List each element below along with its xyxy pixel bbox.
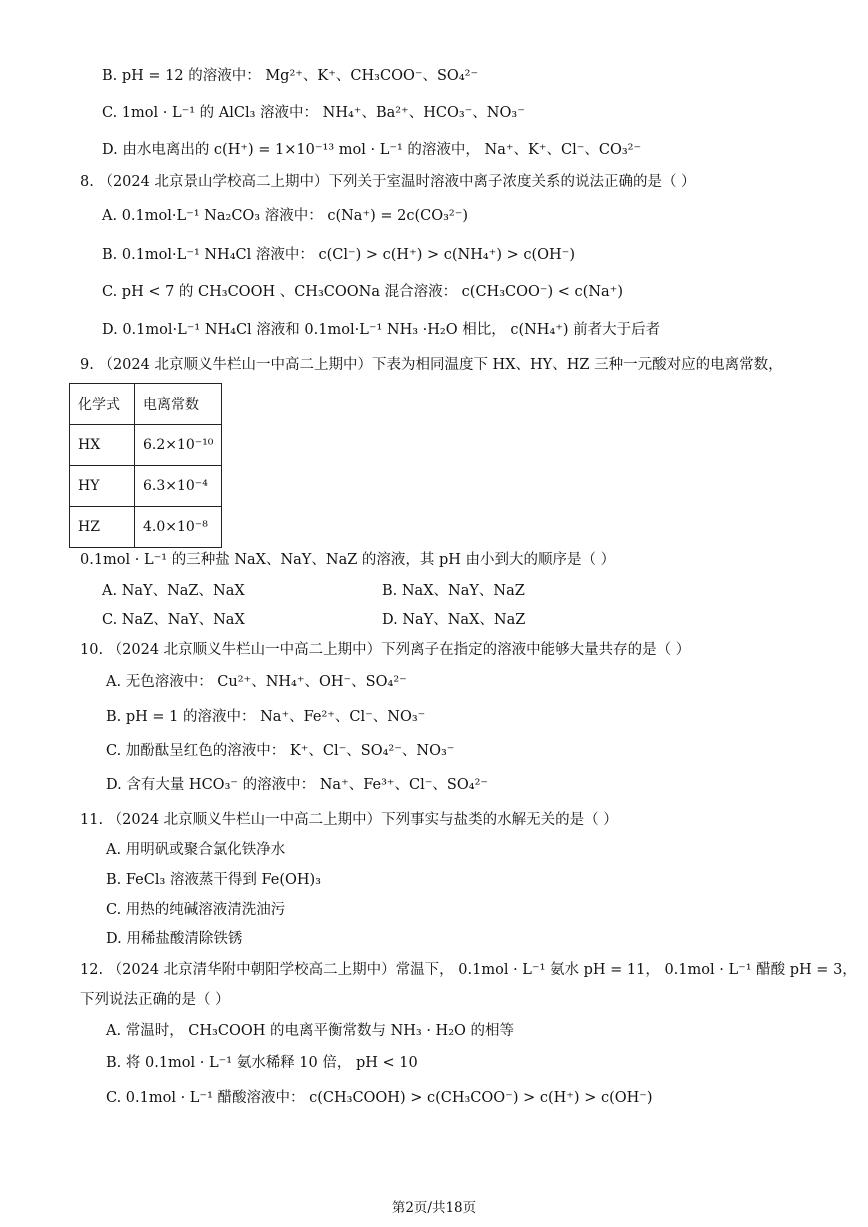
- question-12-option-c: C. 0.1mol · L⁻¹ 醋酸溶液中： c(CH₃COOH) > c(CH₃COO⁻) > c(H⁺) > c(OH⁻): [106, 1090, 653, 1106]
- question-9-stem: 9. （2024 北京顺义牛栏山一中高二上期中）下表为相同温度下 HX、HY、HZ 三种一元酸对应的电离常数，: [80, 357, 783, 373]
- question-9-option-c: C. NaZ、NaY、NaX: [102, 612, 245, 628]
- question-12-stem: 12. （2024 北京清华附中朝阳学校高二上期中）常温下， 0.1mol · L⁻¹ 氨水 pH = 11， 0.1mol · L⁻¹ 醋酸 pH = 3，: [80, 962, 857, 978]
- table-row: [70, 466, 222, 507]
- question-11-option-c: C. 用热的纯碱溶液清洗油污: [106, 902, 286, 918]
- question-11-option-b: B. FeCl₃ 溶液蒸干得到 Fe(OH)₃: [106, 872, 321, 888]
- question-12-stem-continued: 下列说法正确的是（ ）: [80, 992, 230, 1008]
- question-7-option-b: B. pH = 12 的溶液中： Mg²⁺、K⁺、CH₃COO⁻、SO₄²⁻: [102, 68, 479, 84]
- question-8-option-b: B. 0.1mol·L⁻¹ NH₄Cl 溶液中： c(Cl⁻) > c(H⁺) > c(NH₄⁺) > c(OH⁻): [102, 247, 575, 263]
- question-10-option-d: D. 含有大量 HCO₃⁻ 的溶液中： Na⁺、Fe³⁺、Cl⁻、SO₄²⁻: [106, 777, 489, 793]
- question-10-option-a: A. 无色溶液中： Cu²⁺、NH₄⁺、OH⁻、SO₄²⁻: [106, 674, 407, 690]
- question-11-stem: 11. （2024 北京顺义牛栏山一中高二上期中）下列事实与盐类的水解无关的是（ ）: [80, 812, 618, 828]
- table-cell: HY: [70, 466, 135, 507]
- question-9-option-b: B. NaX、NaY、NaZ: [382, 583, 525, 599]
- table-header-formula: 化学式: [70, 384, 135, 425]
- question-11-option-a: A. 用明矾或聚合氯化铁净水: [106, 842, 286, 858]
- question-10-option-c: C. 加酚酞呈红色的溶液中： K⁺、Cl⁻、SO₄²⁻、NO₃⁻: [106, 743, 455, 759]
- question-9-stem-continued: 0.1mol · L⁻¹ 的三种盐 NaX、NaY、NaZ 的溶液，其 pH 由小到大的顺序是（ ）: [80, 552, 616, 568]
- question-8-option-d: D. 0.1mol·L⁻¹ NH₄Cl 溶液和 0.1mol·L⁻¹ NH₃ ·H₂O 相比， c(NH₄⁺) 前者大于后者: [102, 322, 661, 338]
- question-8-option-a: A. 0.1mol·L⁻¹ Na₂CO₃ 溶液中： c(Na⁺) = 2c(CO₃²⁻): [102, 208, 469, 224]
- table-header-constant: 电离常数: [135, 384, 222, 425]
- table-header-row: [70, 384, 222, 425]
- table-cell: HZ: [70, 507, 135, 548]
- table-cell: 6.2×10⁻¹⁰: [135, 425, 222, 466]
- question-7-option-c: C. 1mol · L⁻¹ 的 AlCl₃ 溶液中： NH₄⁺、Ba²⁺、HCO₃⁻、NO₃⁻: [102, 105, 525, 121]
- question-9-option-d: D. NaY、NaX、NaZ: [382, 612, 526, 628]
- question-9-option-a: A. NaY、NaZ、NaX: [102, 583, 245, 599]
- question-11-option-d: D. 用稀盐酸清除铁锈: [106, 931, 243, 947]
- question-8-option-c: C. pH < 7 的 CH₃COOH 、CH₃COONa 混合溶液： c(CH₃COO⁻) < c(Na⁺): [102, 284, 623, 300]
- table-row: [70, 425, 222, 466]
- question-10-stem: 10. （2024 北京顺义牛栏山一中高二上期中）下列离子在指定的溶液中能够大量共存的是（ ）: [80, 642, 691, 658]
- table-cell: 6.3×10⁻⁴: [135, 466, 222, 507]
- question-12-option-b: B. 将 0.1mol · L⁻¹ 氨水稀释 10 倍， pH < 10: [106, 1055, 418, 1071]
- ionization-constant-table: [69, 383, 222, 548]
- table-row: [70, 507, 222, 548]
- table-cell: 4.0×10⁻⁸: [135, 507, 222, 548]
- page-number: 第2页/共18页: [391, 1200, 477, 1216]
- question-8-stem: 8. （2024 北京景山学校高二上期中）下列关于室温时溶液中离子浓度关系的说法正确的是（ ）: [80, 174, 696, 190]
- question-10-option-b: B. pH = 1 的溶液中： Na⁺、Fe²⁺、Cl⁻、NO₃⁻: [106, 709, 426, 725]
- table-cell: HX: [70, 425, 135, 466]
- question-12-option-a: A. 常温时， CH₃COOH 的电离平衡常数与 NH₃ · H₂O 的相等: [106, 1023, 515, 1039]
- question-7-option-d: D. 由水电离出的 c(H⁺) = 1×10⁻¹³ mol · L⁻¹ 的溶液中， Na⁺、K⁺、Cl⁻、CO₃²⁻: [102, 142, 642, 158]
